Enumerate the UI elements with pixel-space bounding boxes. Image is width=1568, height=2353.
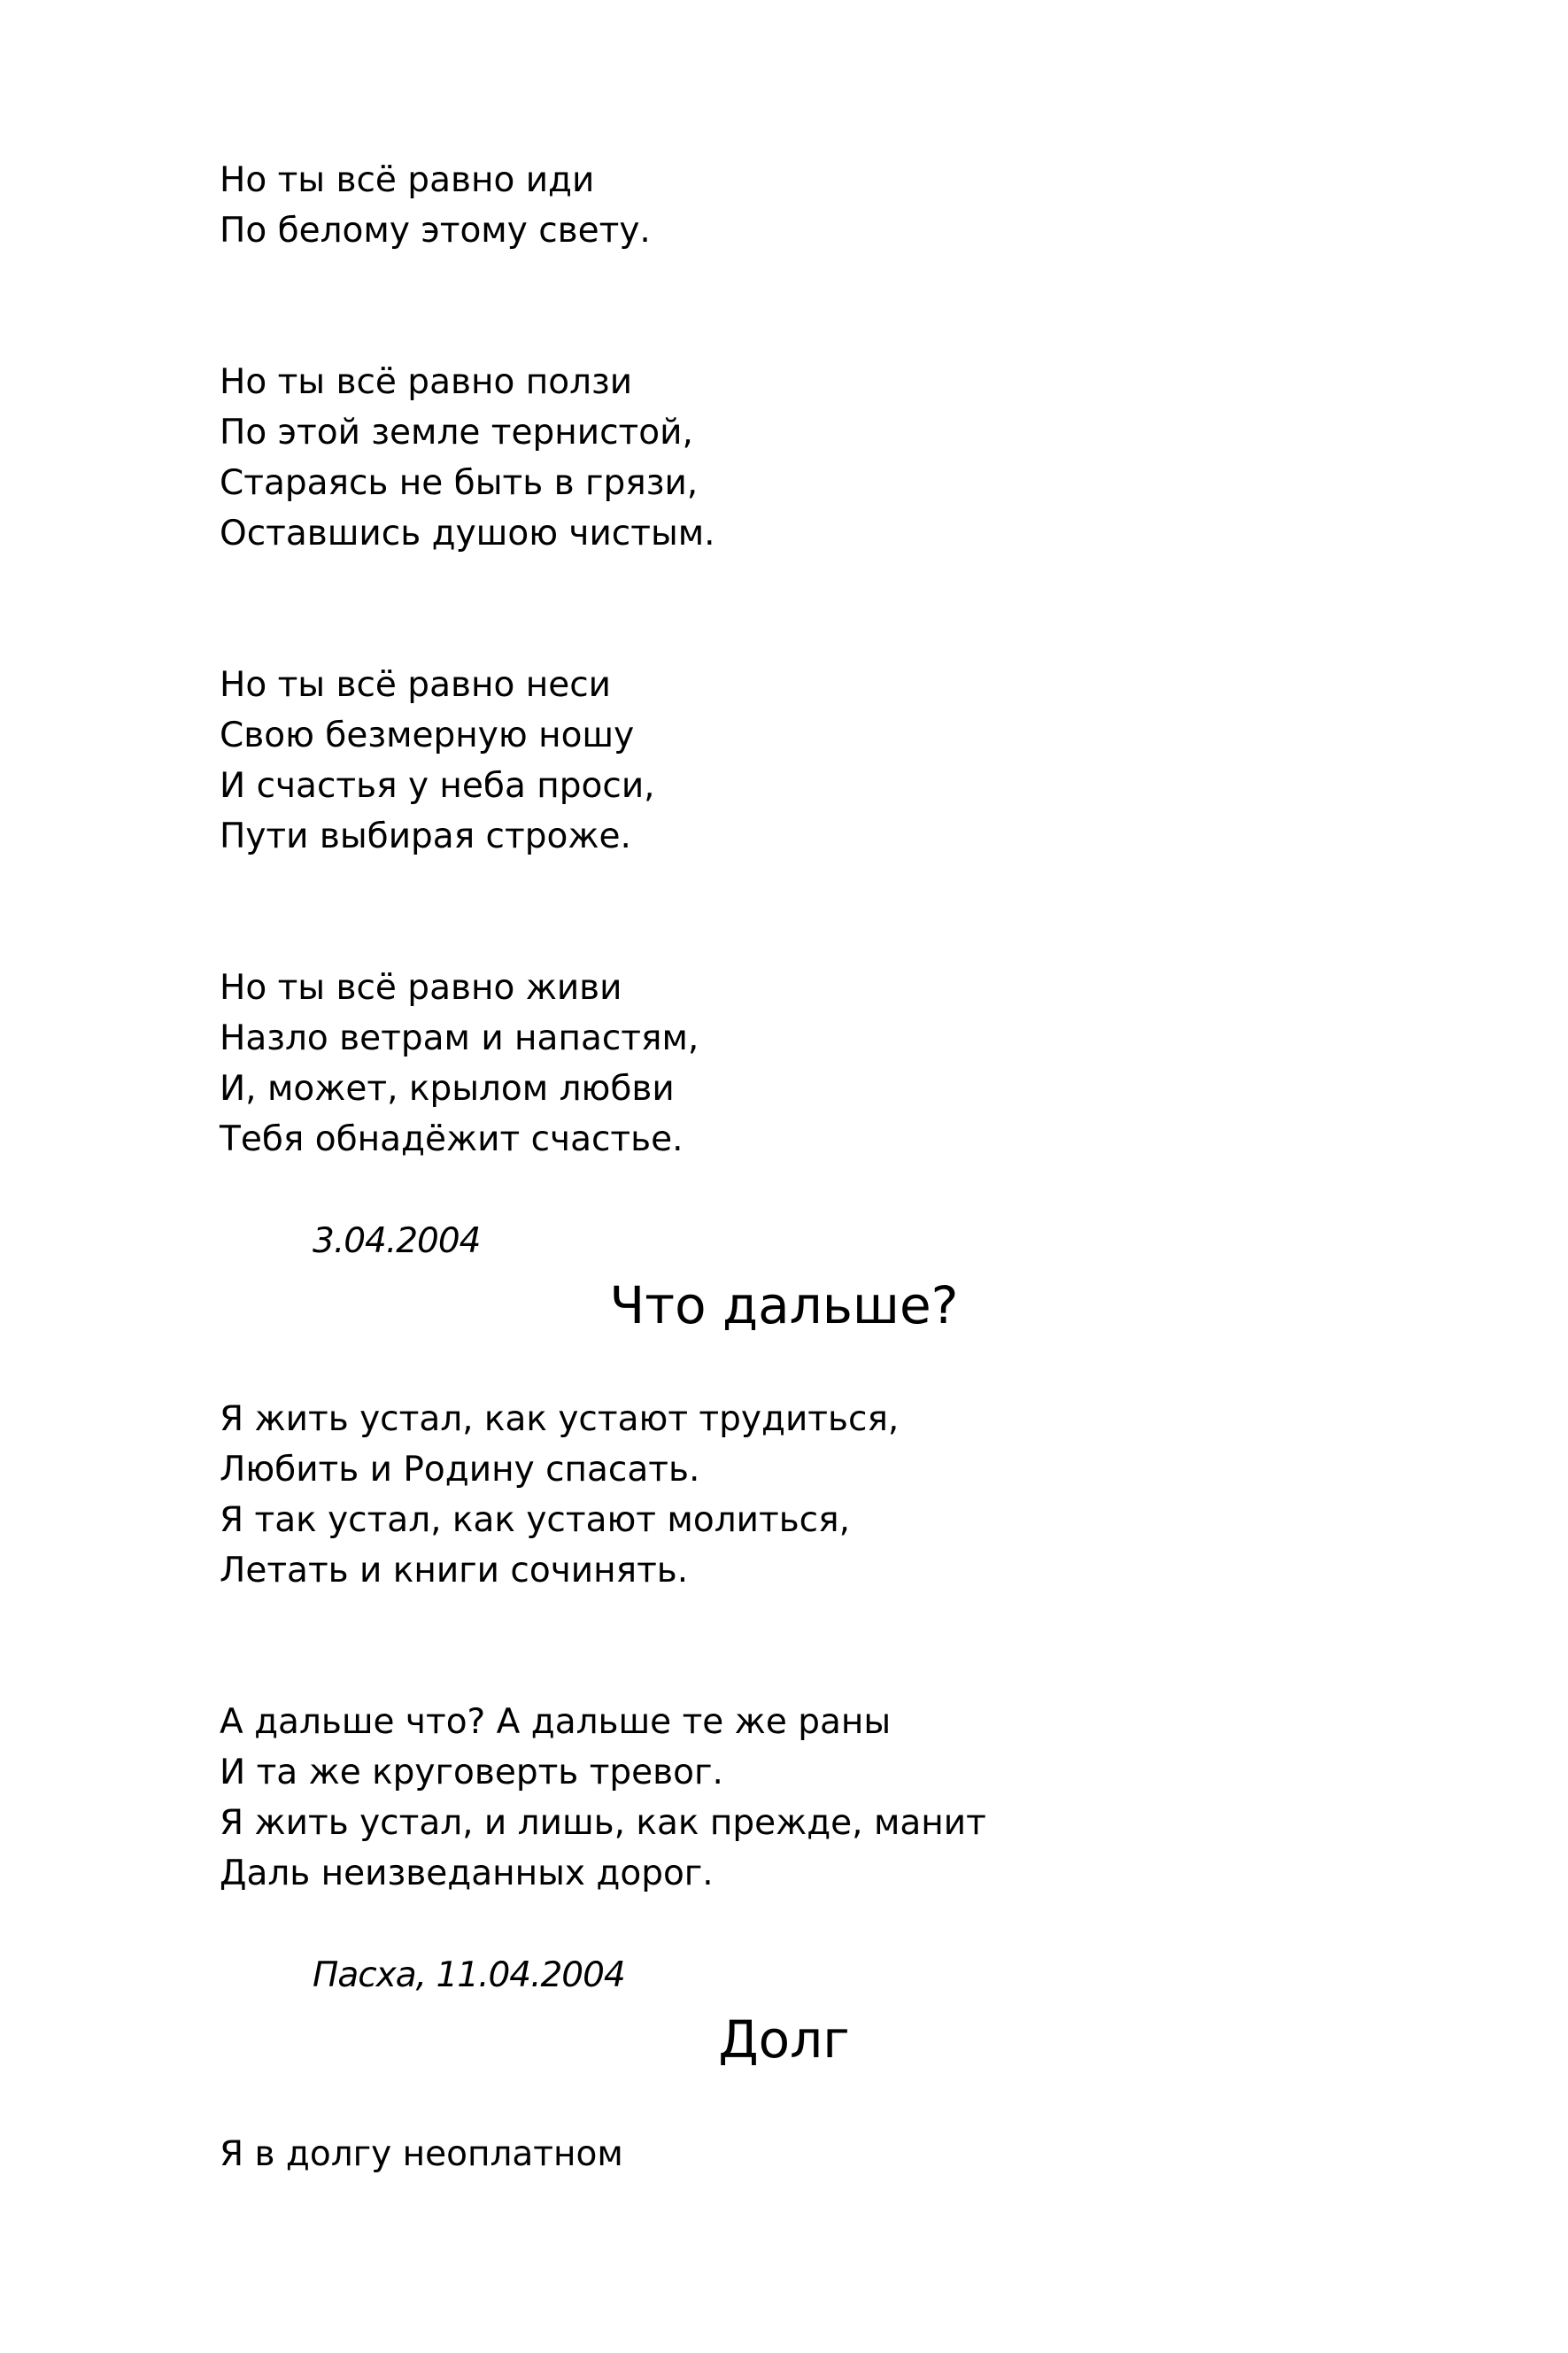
- verse-line: И счастья у неба проси,: [220, 766, 655, 806]
- verse-line: Даль неизведанных дорог.: [220, 1854, 714, 1893]
- verse-line: Тебя обнадёжит счастье.: [220, 1119, 684, 1159]
- verse-line: Стараясь не быть в грязи,: [220, 463, 699, 503]
- verse-line: Но ты всё равно иди: [220, 160, 595, 200]
- verse-line: Я жить устал, как устают трудиться,: [220, 1399, 900, 1439]
- verse-line: Я в долгу неоплатном: [220, 2134, 623, 2174]
- verse-line: По белому этому свету.: [220, 211, 651, 251]
- verse-line: Летать и книги сочинять.: [220, 1551, 689, 1591]
- poem-date: Пасха, 11.04.2004: [313, 1955, 625, 1995]
- poem-title: Долг: [718, 2009, 850, 2070]
- verse-line: Оставшись душою чистым.: [220, 514, 715, 553]
- verse-line: И, может, крылом любви: [220, 1069, 675, 1109]
- verse-line: А дальше что? А дальше те же раны: [220, 1702, 892, 1742]
- verse-line: Я жить устал, и лишь, как прежде, манит: [220, 1803, 986, 1843]
- verse-line: Но ты всё равно ползи: [220, 362, 633, 402]
- verse-line: Но ты всё равно неси: [220, 665, 611, 705]
- verse-line: Пути выбирая строже.: [220, 817, 631, 856]
- poem-title: Что дальше?: [609, 1275, 959, 1335]
- verse-line: Любить и Родину спасать.: [220, 1450, 700, 1490]
- poem-date: 3.04.2004: [313, 1221, 481, 1261]
- verse-line: Назло ветрам и напастям,: [220, 1018, 699, 1058]
- verse-line: Свою безмерную ношу: [220, 716, 635, 755]
- verse-line: По этой земле тернистой,: [220, 413, 693, 453]
- verse-line: Но ты всё равно живи: [220, 968, 622, 1008]
- verse-line: Я так устал, как устают молиться,: [220, 1500, 850, 1540]
- verse-line: И та же круговерть тревог.: [220, 1753, 723, 1792]
